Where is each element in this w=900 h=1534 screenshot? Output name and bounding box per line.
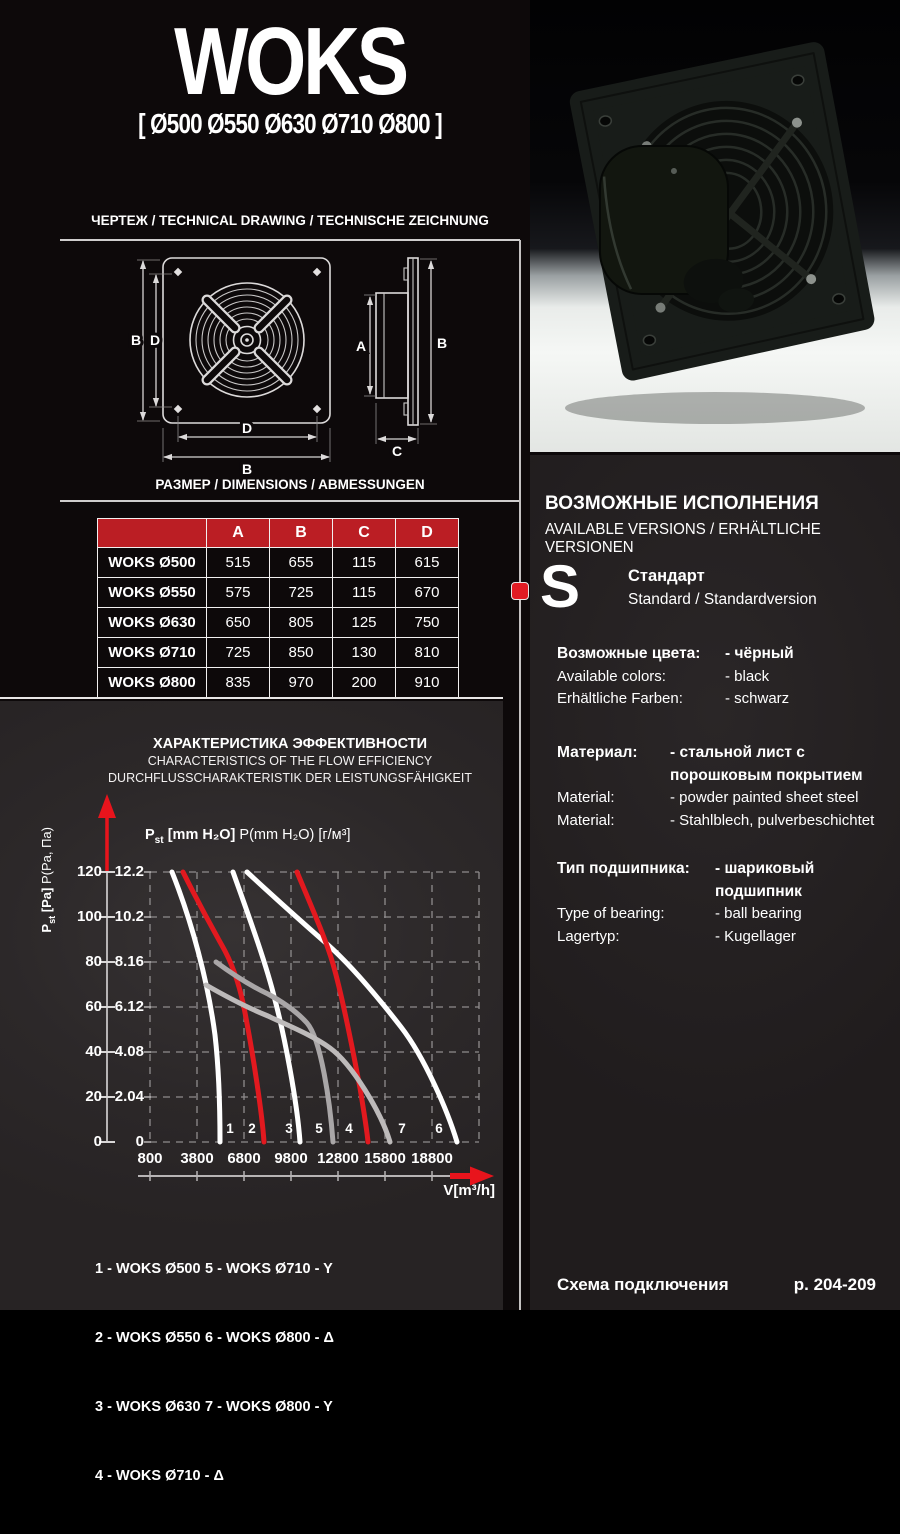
value-cell: 725 [207, 638, 270, 668]
column-divider [519, 240, 521, 1310]
value-cell: 650 [207, 608, 270, 638]
spec-row [557, 666, 892, 689]
col-header-a: A [207, 519, 270, 548]
dimension-lines-side [356, 259, 447, 459]
y-tick-pa: 100 [76, 908, 102, 925]
spec-value: - стальной лист с порошковым покрытием [670, 744, 863, 784]
curve-number: 1 [226, 1121, 234, 1136]
spec-value: - powder painted sheet steel [670, 789, 859, 806]
spec-value: - black [725, 667, 770, 685]
y-axis-arrow [98, 794, 116, 818]
page-sizes: [ Ø500 Ø550 Ø630 Ø710 Ø800 ] [138, 108, 442, 139]
value-cell: 125 [333, 608, 396, 638]
x-tick: 18800 [411, 1150, 453, 1167]
x-tick: 800 [137, 1150, 163, 1167]
dim-label-c-side: C [391, 443, 403, 459]
technical-drawing [0, 248, 520, 478]
y-tick-mm: 12.2 [114, 863, 144, 880]
spec-value: - ball bearing [715, 905, 802, 922]
fan-photo-illustration [530, 0, 900, 452]
fan-side-view [356, 258, 447, 459]
model-cell: WOKS Ø630 [98, 608, 207, 638]
spec-label: Material: [557, 789, 615, 806]
dim-label-b-side: B [436, 335, 448, 351]
label-part: P [145, 827, 155, 843]
y-tick-pa: 40 [85, 1043, 102, 1060]
table-row [98, 638, 459, 668]
value-cell: 130 [333, 638, 396, 668]
y-axis-left-label [39, 785, 57, 975]
spec-value: - Stahlblech, pulverbeschichtet [670, 811, 875, 829]
x-axis-label: V[m³/h] [443, 1182, 495, 1199]
value-cell: 655 [270, 548, 333, 578]
label-sub: st [154, 834, 164, 846]
footer-wiring-label: Схема подключения [557, 1275, 729, 1294]
model-cell: WOKS Ø500 [98, 548, 207, 578]
label-part: [Pa] [39, 887, 55, 916]
dim-label-d-inner: D [149, 332, 161, 348]
divider-line [0, 697, 503, 699]
curve-number: 3 [285, 1121, 293, 1136]
legend-item: 2 - WOKS Ø550 [95, 1330, 201, 1346]
value-cell: 910 [396, 668, 459, 698]
bearing-block [557, 858, 892, 948]
value-cell: 200 [333, 668, 396, 698]
versions-subtitle: AVAILABLE VERSIONS / ERHÄLTLICHE VERSIONEN [545, 521, 821, 556]
chart-legend-col2 [205, 1212, 334, 1465]
spec-row [557, 810, 892, 833]
value-cell: 115 [333, 578, 396, 608]
curve-number: 6 [435, 1121, 443, 1136]
spec-row [557, 787, 892, 810]
y-tick-pa: 0 [93, 1133, 102, 1150]
page-title: WOKS [174, 8, 406, 115]
value-cell: 615 [396, 548, 459, 578]
col-header-b: B [270, 519, 333, 548]
x-tick: 9800 [274, 1150, 308, 1167]
y-tick-mm: 0 [135, 1133, 144, 1150]
label-sub: st [46, 915, 57, 924]
value-cell: 810 [396, 638, 459, 668]
spec-row [557, 643, 892, 666]
legend-item: 4 - WOKS Ø710 - Δ [95, 1468, 224, 1484]
spec-row [557, 926, 892, 949]
x-tick: 12800 [317, 1150, 359, 1167]
curve-number: 2 [248, 1121, 256, 1136]
curve-number: 5 [315, 1121, 323, 1136]
spec-row [557, 688, 892, 711]
divider-line [60, 500, 520, 502]
y-tick-mm: 6.12 [114, 998, 144, 1015]
value-cell: 115 [333, 548, 396, 578]
spec-value: - шариковый подшипник [715, 860, 815, 900]
footer-page-ref: p. 204-209 [793, 1275, 876, 1294]
product-photo [530, 0, 900, 452]
spec-label: Material: [557, 811, 615, 829]
standard-label-en-de: Standard / Standardversion [628, 591, 817, 608]
spec-label: Erhältliche Farben: [557, 690, 683, 707]
spec-label: Available colors: [557, 667, 666, 685]
chart-title-en: CHARACTERISTICS OF THE FLOW EFFICIENCY [147, 754, 433, 768]
legend-item: 7 - WOKS Ø800 - Y [205, 1399, 333, 1415]
y-axis-top-label [145, 827, 351, 846]
y-tick-mm: 10.2 [114, 908, 144, 925]
table-row [98, 548, 459, 578]
fan-front-view [131, 258, 330, 477]
section-title-drawing: ЧЕРТЕЖ / TECHNICAL DRAWING / TECHNISCHE ZEICHNUNG [91, 213, 489, 228]
chart-title-de: DURCHFLUSSCHARAKTERISTIK DER LEISTUNGSFÄHIGKEIT [108, 771, 472, 785]
legend-item: 5 - WOKS Ø710 - Y [205, 1261, 333, 1277]
curve-number: 4 [345, 1121, 353, 1136]
legend-item: 3 - WOKS Ø630 [95, 1399, 201, 1415]
value-cell: 575 [207, 578, 270, 608]
table-header-row [98, 519, 459, 548]
table-row [98, 608, 459, 638]
table-row [98, 668, 459, 698]
versions-title: ВОЗМОЖНЫЕ ИСПОЛНЕНИЯ [545, 493, 819, 514]
dim-label-a-side: A [355, 338, 367, 354]
y-tick-mm: 8.16 [114, 953, 144, 970]
spec-row [557, 858, 892, 903]
y-tick-pa: 80 [85, 953, 102, 970]
value-cell: 670 [396, 578, 459, 608]
dimensions-table [97, 518, 459, 698]
dim-label-b-bottom: B [241, 461, 253, 477]
legend-item: 1 - WOKS Ø500 [95, 1261, 201, 1277]
value-cell: 750 [396, 608, 459, 638]
table-row [98, 578, 459, 608]
section-title-dimensions: РАЗМЕР / DIMENSIONS / ABMESSUNGEN [155, 477, 425, 492]
chart-title-ru: ХАРАКТЕРИСТИКА ЭФФЕКТИВНОСТИ [152, 736, 428, 752]
y-tick-mm: 4.08 [114, 1043, 144, 1060]
label-part: [mm H₂O] [163, 827, 236, 843]
col-header-d: D [396, 519, 459, 548]
spec-value: - Kugellager [715, 927, 796, 945]
dim-label-d-bottom: D [241, 420, 253, 436]
label-part: P(Pa, Па) [39, 827, 55, 888]
spec-row [557, 903, 892, 926]
label-part: P(mm H₂O) [г/м³] [235, 827, 351, 843]
table-corner-cell [98, 519, 207, 548]
divider-line [60, 239, 520, 241]
curve-number: 7 [398, 1121, 406, 1136]
model-cell: WOKS Ø800 [98, 668, 207, 698]
value-cell: 515 [207, 548, 270, 578]
value-cell: 725 [270, 578, 333, 608]
material-block [557, 742, 892, 832]
value-cell: 850 [270, 638, 333, 668]
col-header-c: C [333, 519, 396, 548]
x-tick: 6800 [227, 1150, 261, 1167]
spec-label: Type of bearing: [557, 905, 665, 922]
spec-label: Возможные цвета: [557, 645, 701, 662]
model-cell: WOKS Ø710 [98, 638, 207, 668]
value-cell: 805 [270, 608, 333, 638]
standard-label-ru: Стандарт [628, 567, 705, 585]
y-tick-pa: 60 [85, 998, 102, 1015]
value-cell: 835 [207, 668, 270, 698]
spec-label: Lagertyp: [557, 927, 620, 945]
value-cell: 970 [270, 668, 333, 698]
x-tick: 3800 [180, 1150, 214, 1167]
y-tick-pa: 20 [85, 1088, 102, 1105]
spec-label: Тип подшипника: [557, 860, 690, 877]
spec-value: - чёрный [725, 645, 794, 662]
x-tick: 15800 [364, 1150, 406, 1167]
colors-block [557, 643, 892, 711]
spec-value: - schwarz [725, 690, 790, 707]
y-tick-mm: 2.04 [114, 1088, 144, 1105]
legend-item: 6 - WOKS Ø800 - Δ [205, 1330, 334, 1346]
y-tick-pa: 120 [76, 863, 102, 880]
version-badge-s: S [540, 553, 581, 620]
spec-row [557, 742, 892, 787]
spec-label: Материал: [557, 744, 638, 761]
red-square-marker [511, 582, 529, 600]
dim-label-b-outer: B [130, 332, 142, 348]
label-part: P [39, 923, 55, 933]
model-cell: WOKS Ø550 [98, 578, 207, 608]
